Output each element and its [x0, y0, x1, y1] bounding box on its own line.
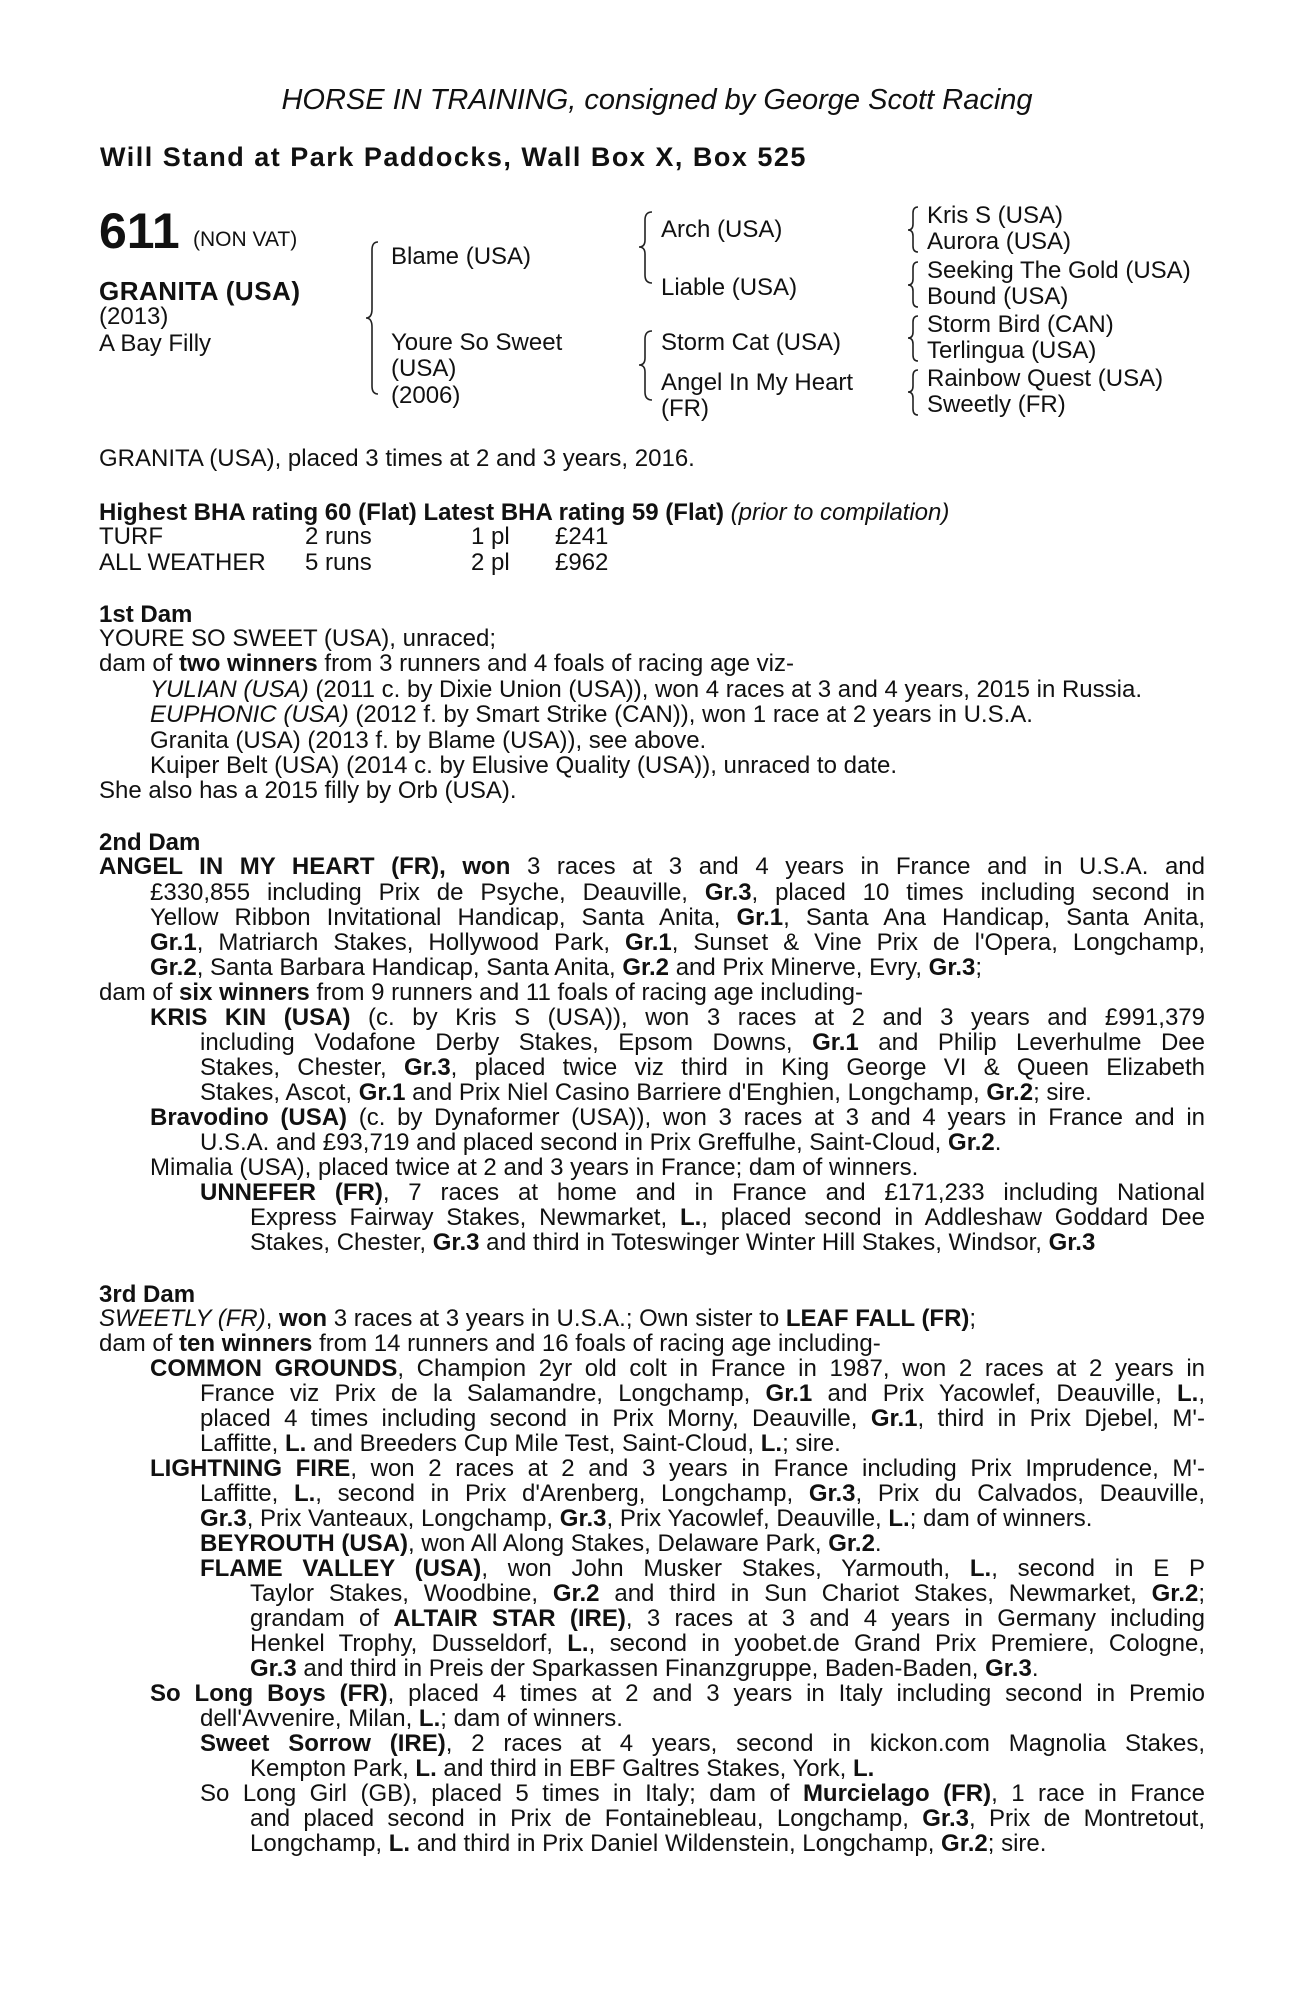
foal-2015: She also has a 2015 filly by Orb (USA).	[99, 777, 517, 804]
foal-euphonic: EUPHONIC (USA) (2012 f. by Smart Strike (CAN)), won 1 race at 2 years in U.S.A.	[150, 701, 1033, 728]
race-summary: GRANITA (USA), placed 3 times at 2 and 3 years, 2016.	[99, 445, 695, 472]
dam-sire: Storm Cat (USA)	[661, 329, 842, 356]
flame-valley-line-3: grandam of ALTAIR STAR (IRE), 3 races at 3 and 4 years in Germany including	[250, 1605, 1206, 1632]
aw-prize: £962	[555, 549, 609, 576]
foal-granita: Granita (USA) (2013 f. by Blame (USA)), see above.	[150, 727, 707, 754]
surface: ALL WEATHER	[99, 549, 266, 576]
flame-valley-line-5: Gr.3 and third in Preis der Sparkassen Finanzgruppe, Baden-Baden, Gr.3.	[250, 1655, 1039, 1682]
second-dam-produce: dam of six winners from 9 runners and 11 foals of racing age including-	[99, 979, 863, 1006]
lot-number: 611	[99, 203, 180, 259]
first-dam-heading: 1st Dam	[99, 601, 193, 628]
unnefer-line-1: UNNEFER (FR), 7 races at home and in France and £171,233 including National	[200, 1179, 1205, 1206]
bha-rating	[99, 500, 949, 526]
second-dam-line-2: £330,855 including Prix de Psyche, Deauville, Gr.3, placed 10 times including second in	[150, 879, 1205, 906]
common-grounds-line-2: France viz Prix de la Salamandre, Longchamp, Gr.1 and Prix Yacowlef, Deauville, L.,	[200, 1380, 1205, 1407]
page-header: HORSE IN TRAINING, consigned by George Scott Racing	[281, 84, 1033, 116]
sweet-sorrow-line-2: Kempton Park, L. and third in EBF Galtres Stakes, York, L.	[250, 1755, 875, 1782]
first-dam-line: YOURE SO SWEET (USA), unraced;	[99, 625, 496, 652]
gg-bracket-3	[908, 316, 918, 361]
aw-pl: 2 pl	[471, 549, 510, 576]
gg-bracket-2	[908, 262, 918, 307]
gg-2: Aurora (USA)	[927, 228, 1072, 255]
dam-dam-line-1: Angel In My Heart	[661, 369, 854, 396]
sire: Blame (USA)	[391, 243, 532, 270]
flame-valley-line-2: Taylor Stakes, Woodbine, Gr.2 and third in Sun Chariot Stakes, Newmarket, Gr.2;	[250, 1580, 1206, 1607]
gg-1: Kris S (USA)	[927, 202, 1064, 229]
foal-kuiper-belt: Kuiper Belt (USA) (2014 c. by Elusive Quality (USA)), unraced to date.	[150, 752, 897, 779]
so-long-boys-line-2: dell'Avvenire, Milan, L.; dam of winners.	[200, 1705, 623, 1732]
third-dam-heading: 3rd Dam	[99, 1281, 196, 1308]
horse-name: GRANITA (USA)	[99, 276, 301, 306]
gg-bracket-4	[908, 370, 918, 415]
lightning-fire-line-2: Laffitte, L., second in Prix d'Arenberg, Longchamp, Gr.3, Prix du Calvados, Deauville,	[200, 1480, 1206, 1507]
kris-kin-line-2: including Vodafone Derby Stakes, Epsom Downs, Gr.1 and Philip Leverhulme Dee	[200, 1029, 1206, 1056]
beyrouth-line: BEYROUTH (USA), won All Along Stakes, Delaware Park, Gr.2.	[200, 1530, 882, 1557]
flame-valley-line-4: Henkel Trophy, Dusseldorf, L., second in yoobet.de Grand Prix Premiere, Cologne,	[250, 1630, 1206, 1657]
aw-runs: 5 runs	[305, 549, 372, 576]
unnefer-line-3: Stakes, Chester, Gr.3 and third in Toteswinger Winter Hill Stakes, Windsor, Gr.3	[250, 1229, 1096, 1256]
common-grounds-line-3: placed 4 times including second in Prix Morny, Deauville, Gr.1, third in Prix Djebel, M'-	[200, 1405, 1205, 1432]
gg-8: Sweetly (FR)	[927, 391, 1066, 418]
turf-runs: 2 runs	[305, 523, 372, 550]
dam-line-3: (2006)	[391, 382, 461, 409]
kris-kin-line-4: Stakes, Ascot, Gr.1 and Prix Niel Casino Barriere d'Enghien, Longchamp, Gr.2; sire.	[200, 1079, 1092, 1106]
lightning-fire-line-1: LIGHTNING FIRE, won 2 races at 2 and 3 years in France including Prix Imprudence, M'-	[150, 1455, 1206, 1482]
so-long-girl-line-1: So Long Girl (GB), placed 5 times in Italy; dam of Murcielago (FR), 1 race in France	[200, 1780, 1205, 1807]
dam-line-2: (USA)	[391, 355, 457, 382]
horse-description: A Bay Filly	[99, 330, 212, 357]
dam-dam-line-2: (FR)	[661, 395, 709, 422]
sweet-sorrow-line-1: Sweet Sorrow (IRE), 2 races at 4 years, second in kickon.com Magnolia Stakes,	[200, 1730, 1205, 1757]
turf-prize: £241	[555, 523, 609, 550]
rating-note: (prior to compilation)	[730, 499, 950, 526]
flame-valley-line-1: FLAME VALLEY (USA), won John Musker Stakes, Yarmouth, L., second in E P	[200, 1555, 1205, 1582]
gg-3: Seeking The Gold (USA)	[927, 257, 1191, 284]
sire-line-bracket	[639, 212, 652, 283]
so-long-girl-line-2: and placed second in Prix de Fontainebleau, Longchamp, Gr.3, Prix de Montretout,	[250, 1805, 1206, 1832]
kris-kin-line-1: KRIS KIN (USA) (c. by Kris S (USA)), won 3 races at 2 and 3 years and £991,379	[150, 1004, 1205, 1031]
so-long-boys-line-1: So Long Boys (FR), placed 4 times at 2 and 3 years in Italy including second in Premio	[150, 1680, 1206, 1707]
second-dam-line-4: Gr.1, Matriarch Stakes, Hollywood Park, Gr.1, Sunset & Vine Prix de l'Opera, Longchamp,	[150, 929, 1205, 956]
sire-dam: Liable (USA)	[661, 274, 798, 301]
dam-line-1: Youre So Sweet	[391, 329, 563, 356]
second-dam-line-1: ANGEL IN MY HEART (FR), won 3 races at 3 and 4 years in France and in U.S.A. and	[99, 853, 1205, 880]
sire-sire: Arch (USA)	[661, 216, 783, 243]
bravodino-line-1: Bravodino (USA) (c. by Dynaformer (USA)), won 3 races at 3 and 4 years in France and in	[150, 1104, 1206, 1131]
gg-bracket-1	[908, 207, 918, 252]
ratings-row-turf	[99, 524, 163, 550]
gg-4: Bound (USA)	[927, 283, 1069, 310]
unnefer-line-2: Express Fairway Stakes, Newmarket, L., placed second in Addleshaw Goddard Dee	[250, 1204, 1206, 1231]
dam-line-bracket	[639, 331, 652, 400]
second-dam-line-5: Gr.2, Santa Barbara Handicap, Santa Anita, Gr.2 and Prix Minerve, Evry, Gr.3;	[150, 954, 983, 981]
common-grounds-line-4: Laffitte, L. and Breeders Cup Mile Test, Saint-Cloud, L.; sire.	[200, 1430, 841, 1457]
third-dam-produce: dam of ten winners from 14 runners and 16 foals of racing age including-	[99, 1330, 881, 1357]
foaling-year: (2013)	[99, 303, 169, 330]
first-dam-produce: dam of two winners from 3 runners and 4 foals of racing age viz-	[99, 650, 794, 677]
kris-kin-line-3: Stakes, Chester, Gr.3, placed twice viz third in King George VI & Queen Elizabeth	[200, 1054, 1205, 1081]
third-dam-line: SWEETLY (FR), won 3 races at 3 years in U.S.A.; Own sister to LEAF FALL (FR);	[99, 1305, 977, 1332]
sire-bracket	[366, 242, 378, 394]
second-dam-heading: 2nd Dam	[99, 829, 201, 856]
lightning-fire-line-3: Gr.3, Prix Vanteaux, Longchamp, Gr.3, Prix Yacowlef, Deauville, L.; dam of winners.	[200, 1505, 1093, 1532]
foal-yulian: YULIAN (USA) (2011 c. by Dixie Union (USA)), won 4 races at 3 and 4 years, 2015 in Russia.	[150, 676, 1142, 703]
ratings-row-aw	[99, 550, 266, 576]
so-long-girl-line-3: Longchamp, L. and third in Prix Daniel Wildenstein, Longchamp, Gr.2; sire.	[250, 1830, 1047, 1857]
rating-text: Highest BHA rating 60 (Flat) Latest BHA rating 59 (Flat)	[99, 499, 724, 526]
second-dam-line-3: Yellow Ribbon Invitational Handicap, Santa Anita, Gr.1, Santa Ana Handicap, Santa Anita,	[150, 904, 1205, 931]
gg-5: Storm Bird (CAN)	[927, 311, 1114, 338]
surface: TURF	[99, 523, 163, 550]
stand-location: Will Stand at Park Paddocks, Wall Box X, Box 525	[100, 142, 807, 172]
vat-status: (NON VAT)	[193, 228, 298, 251]
mimalia-line: Mimalia (USA), placed twice at 2 and 3 years in France; dam of winners.	[150, 1154, 919, 1181]
bravodino-line-2: U.S.A. and £93,719 and placed second in Prix Greffulhe, Saint-Cloud, Gr.2.	[200, 1129, 1002, 1156]
turf-pl: 1 pl	[471, 523, 510, 550]
gg-6: Terlingua (USA)	[927, 337, 1097, 364]
gg-7: Rainbow Quest (USA)	[927, 365, 1164, 392]
common-grounds-line-1: COMMON GROUNDS, Champion 2yr old colt in France in 1987, won 2 races at 2 years in	[150, 1355, 1206, 1382]
